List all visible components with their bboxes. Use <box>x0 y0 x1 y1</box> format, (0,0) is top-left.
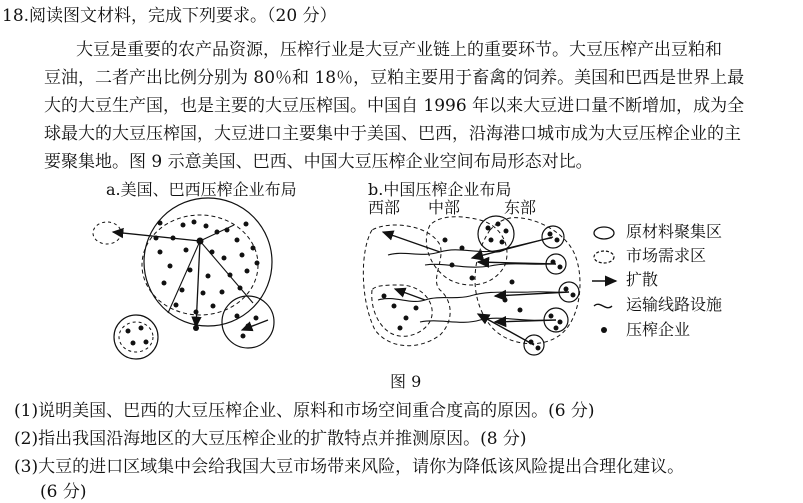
market-demand-area <box>144 198 272 326</box>
enterprise-dot-icon <box>601 327 607 333</box>
panel-a-enterprises <box>126 220 260 346</box>
sub-question: (6 分) <box>40 482 87 502</box>
region-west: 西部 <box>368 198 401 217</box>
region-central: 中部 <box>428 198 461 217</box>
paragraph-line: 大的大豆生产国，也是主要的大豆压榨国。中国自 1996 年以来大豆进口量不断增加，成为全 <box>44 96 745 116</box>
sub-question: (3)大豆的进口区域集中会给我国大豆市场带来风险，请你为降低该风险提出合理化建议。 <box>14 457 685 477</box>
panel-b-title: b.中国压榨企业布局 <box>368 180 512 199</box>
panel-b-diagram <box>363 216 580 355</box>
region-east: 东部 <box>504 198 537 217</box>
raw-material-icon <box>594 227 614 239</box>
sub-question: (1)说明美国、巴西的大豆压榨企业、原料和市场空间重合度高的原因。(6 分) <box>14 401 595 421</box>
paragraph-line: 豆油，二者产出比例分别为 80％和 18％，豆粕主要用于畜禽的饲养。美国和巴西是世界上最 <box>44 68 745 88</box>
paragraph-line: 球最大的大豆压榨国，大豆进口主要集中于美国、巴西，沿海港口城市成为大豆压榨企业的主 <box>44 124 741 144</box>
legend-label: 原材料聚集区 <box>626 222 723 241</box>
question-title: 阅读图文材料，完成下列要求。（20 分） <box>29 6 337 26</box>
sub-question: (2)指出我国沿海地区的大豆压榨企业的扩散特点并推测原因。(8 分) <box>14 429 527 449</box>
transport-line-icon <box>594 304 612 307</box>
paragraph-line: 要聚集地。图 9 示意美国、巴西、中国大豆压榨企业空间布局形态对比。 <box>44 152 593 172</box>
legend-label: 压榨企业 <box>626 320 691 339</box>
legend-label: 扩散 <box>626 270 659 289</box>
paragraph-line: 大豆是重要的农产品资源，压榨行业是大豆产业链上的重要环节。大豆压榨产出豆粕和 <box>76 40 722 60</box>
question-number: 18. <box>2 6 30 26</box>
legend <box>592 227 616 333</box>
raw-material-area <box>142 215 258 315</box>
legend-label: 运输线路设施 <box>626 295 723 314</box>
market-demand-icon <box>594 251 614 263</box>
panel-a-title: a.美国、巴西压榨企业布局 <box>106 180 297 199</box>
figure-caption: 图 9 <box>390 372 422 391</box>
legend-label: 市场需求区 <box>626 246 707 265</box>
